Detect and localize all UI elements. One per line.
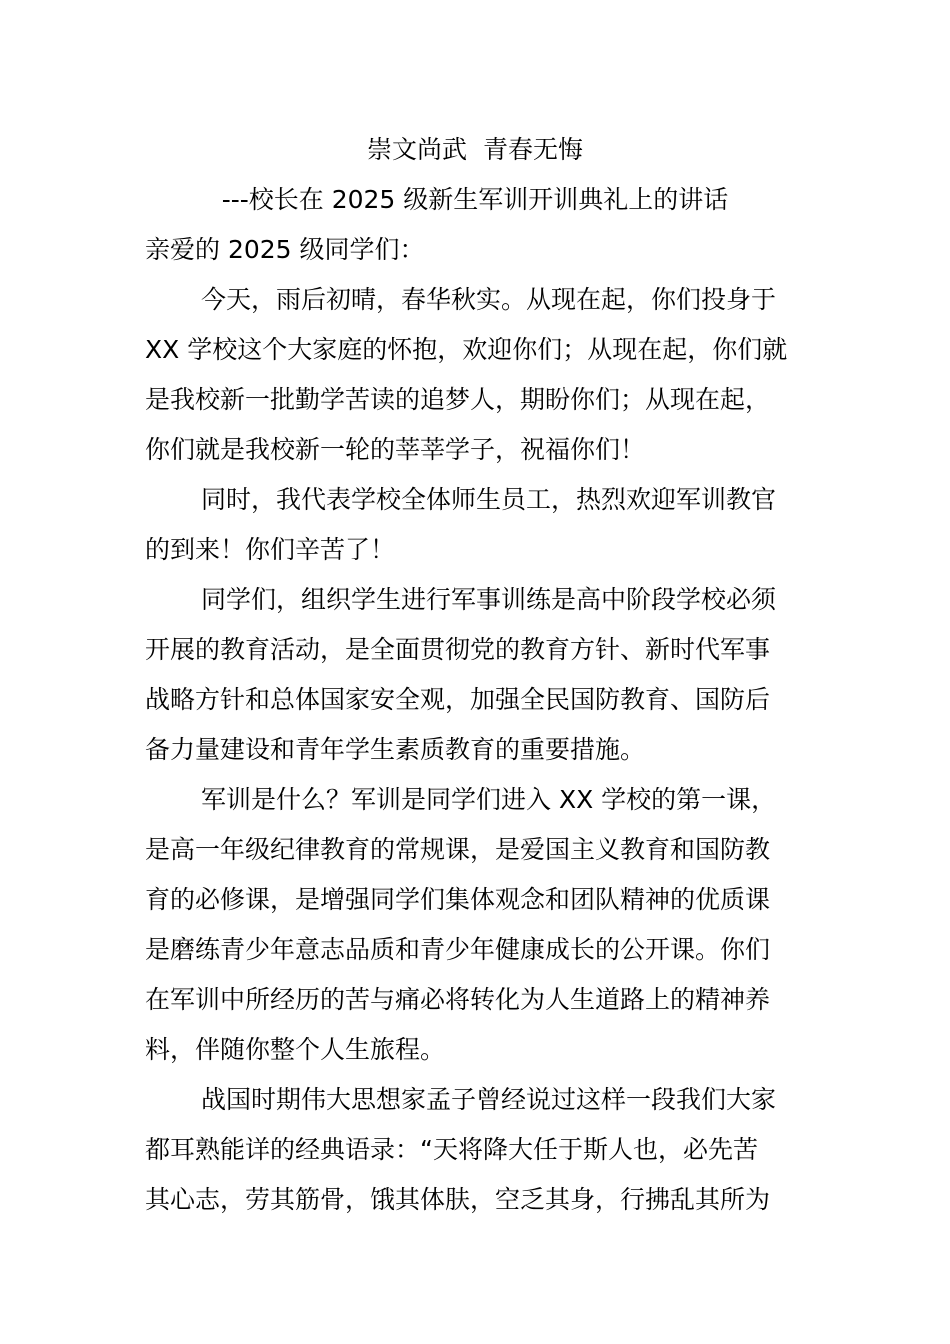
text-line: XX 学校这个大家庭的怀抱，欢迎你们；从现在起，你们就 [145,335,788,364]
text-line: 料，伴随你整个人生旅程。 [145,1035,446,1064]
document-subtitle: ---校长在 2025 级新生军训开训典礼上的讲话 [221,185,729,214]
document-title: 崇文尚武 青春无悔 [367,135,583,164]
text-line: 是我校新一批勤学苦读的追梦人，期盼你们；从现在起， [145,385,771,414]
text-line: 是磨练青少年意志品质和青少年健康成长的公开课。你们 [145,935,771,964]
text-line: 同时，我代表学校全体师生员工，热烈欢迎军训教官 [201,485,777,514]
salutation: 亲爱的 2025 级同学们： [145,235,425,264]
text-line: 备力量建设和青年学生素质教育的重要措施。 [145,735,646,764]
text-line: 的到来！你们辛苦了！ [145,535,396,564]
text-line: 你们就是我校新一轮的莘莘学子，祝福你们！ [145,435,646,464]
text-line: 战国时期伟大思想家孟子曾经说过这样一段我们大家 [201,1085,777,1114]
text-line: 其心志，劳其筋骨，饿其体肤，空乏其身，行拂乱其所为 [145,1185,771,1214]
text-line: 是高一年级纪律教育的常规课，是爱国主义教育和国防教 [145,835,771,864]
text-line: 战略方针和总体国家安全观，加强全民国防教育、国防后 [145,685,771,714]
text-line: 同学们，组织学生进行军事训练是高中阶段学校必须 [201,585,777,614]
document-body [145,280,807,1230]
text-line: 在军训中所经历的苦与痛必将转化为人生道路上的精神养 [145,985,771,1014]
text-line: 军训是什么？军训是同学们进入 XX 学校的第一课， [201,785,777,814]
text-line: 开展的教育活动，是全面贯彻党的教育方针、新时代军事 [145,635,771,664]
text-line: 育的必修课，是增强同学们集体观念和团队精神的优质课 [145,885,771,914]
text-line: 今天，雨后初晴，春华秋实。从现在起，你们投身于 [201,285,777,314]
text-line: 都耳熟能详的经典语录：“天将降大任于斯人也，必先苦 [145,1135,758,1164]
